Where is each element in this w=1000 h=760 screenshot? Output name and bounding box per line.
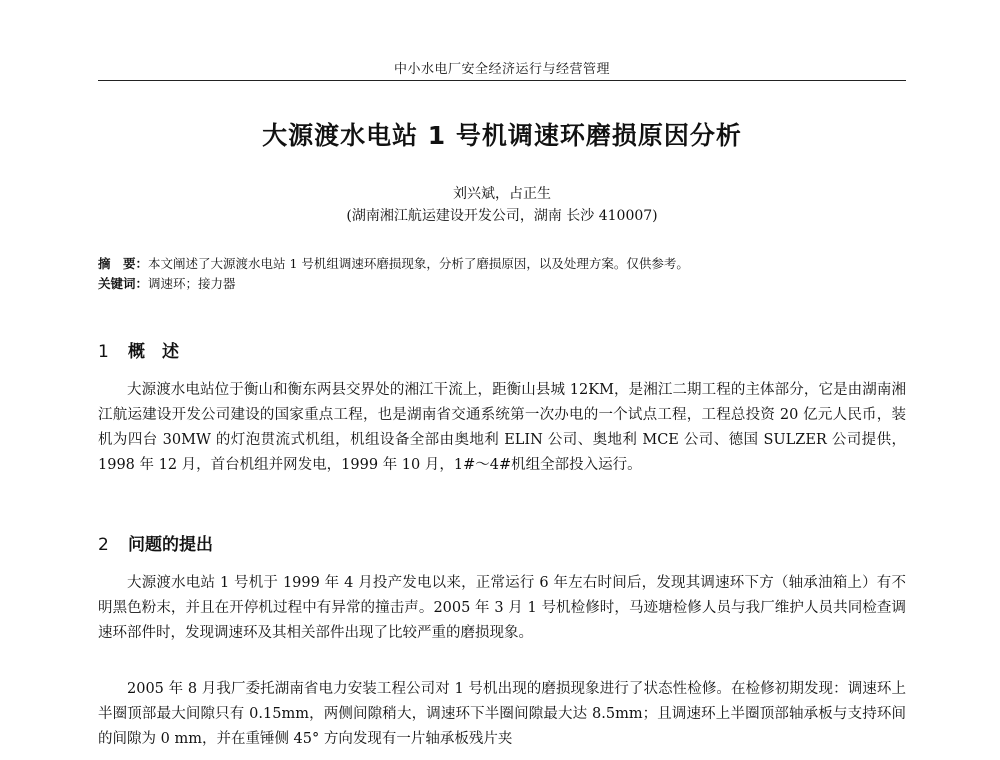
section-number: 1 [98, 342, 109, 362]
abstract-text: 本文阐述了大源渡水电站 1 号机组调速环磨损现象，分析了磨损原因，以及处理方案。仅供参考。 [148, 256, 689, 271]
abstract [98, 254, 906, 274]
running-head: 中小水电厂安全经济运行与经营管理 [393, 62, 610, 77]
affiliation: (湖南湘江航运建设开发公司，湖南 长沙 410007) [346, 208, 658, 224]
section-heading-1 [98, 337, 906, 362]
paper-title: 大源渡水电站 1 号机调速环磨损原因分析 [262, 121, 742, 150]
paragraph: 大源渡水电站位于衡山和衡东两县交界处的湘江干流上，距衡山县城 12KM，是湘江二期工程的主体部分，它是由湖南湘江航运建设开发公司建设的国家重点工程，也是湖南省交通系统第一次办电的一个试点工程，工程总投资 20 亿元人民币，装机为四台 30MW 的灯泡贯流式机组，机组设备全部由奥地利 ELIN 公司、奥地利 MCE 公司、德国 SULZER 公司提供，1998 年 12 月，首台机组并网发电，1999 年 10 月，1#～4#机组全部投入运行。 [98, 382, 906, 473]
section-title: 概 述 [128, 342, 179, 362]
header-rule [98, 80, 906, 81]
keywords [98, 274, 906, 294]
section-heading-2 [98, 530, 906, 555]
paragraph: 2005 年 8 月我厂委托湖南省电力安装工程公司对 1 号机出现的磨损现象进行了状态性检修。在检修初期发现：调速环上半圈顶部最大间隙只有 0.15mm，两侧间隙稍大，调速环下半圈间隙最大达 8.5mm；且调速环上半圈顶部轴承板与支持环间的间隙为 0 mm，并在重锤侧 45° 方向发现有一片轴承板残片夹 [98, 681, 906, 747]
section-number: 2 [98, 535, 109, 555]
abstract-label: 摘 要： [98, 256, 149, 271]
keywords-text: 调速环；接力器 [148, 276, 236, 291]
authors: 刘兴斌，占正生 [453, 186, 551, 202]
abstract-block [98, 254, 906, 294]
section-title: 问题的提出 [128, 535, 213, 555]
keywords-label: 关键词： [98, 276, 149, 291]
paragraph: 大源渡水电站 1 号机于 1999 年 4 月投产发电以来，正常运行 6 年左右时间后，发现其调速环下方（轴承油箱上）有不明黑色粉末，并且在开停机过程中有异常的撞击声。2005 年 3 月 1 号机检修时，马迹塘检修人员与我厂维护人员共同检查调速环部件时，发现调速环及其相关部件出现了比较严重的磨损现象。 [98, 575, 906, 641]
